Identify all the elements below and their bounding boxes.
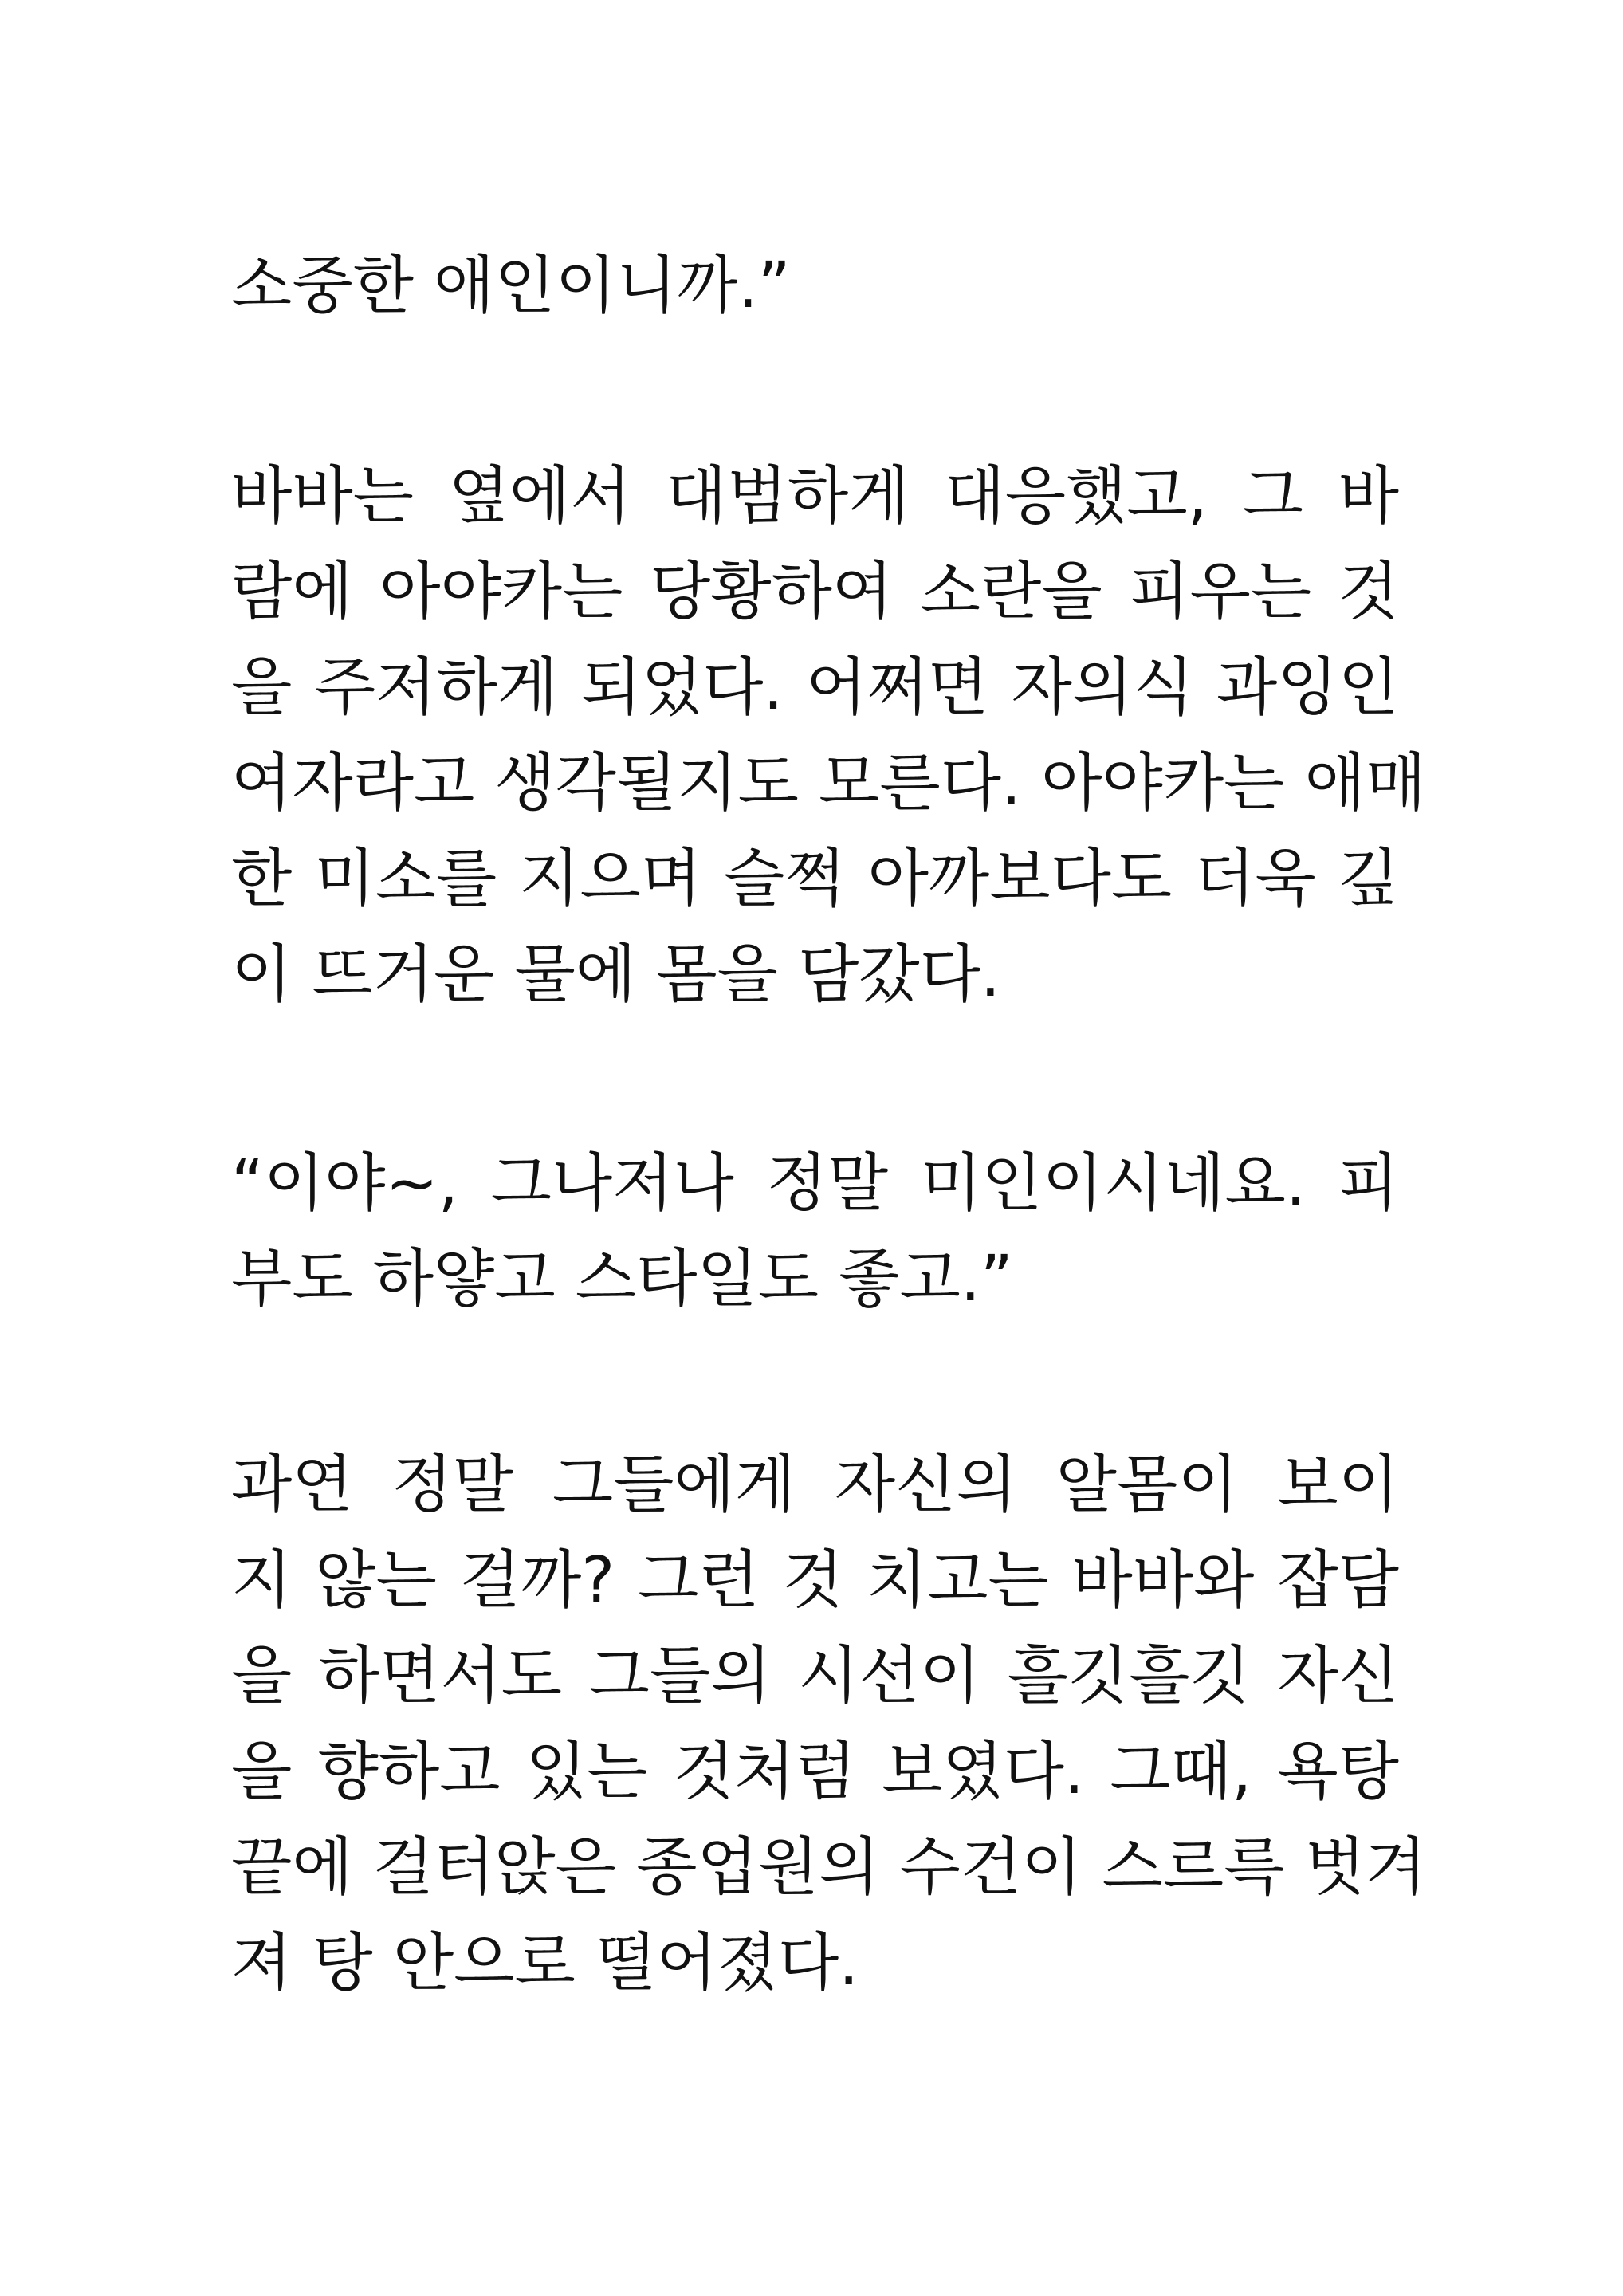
- paragraph-line: 을 향하고 있는 것처럼 보였다. 그때, 욕탕: [231, 1735, 1399, 1808]
- paragraph-line: 을 하면서도 그들의 시선이 흘깃흘깃 자신: [231, 1639, 1399, 1712]
- paragraph-line: 바바는 옆에서 대범하게 대응했고, 그 바: [231, 459, 1399, 533]
- paragraph-4: [231, 1437, 1427, 2011]
- paragraph-line: 부도 하얗고 스타일도 좋고.”: [231, 1242, 1013, 1315]
- paragraph-2: [231, 448, 1427, 1022]
- paragraph-line: 소중한 애인이니까.”: [231, 249, 791, 322]
- paragraph-line: 을 주저하게 되었다. 어쩌면 자의식 과잉인: [231, 651, 1399, 724]
- paragraph-line: 여자라고 생각될지도 모른다. 아야카는 애매: [231, 746, 1427, 820]
- paragraph-line: 과연 정말 그들에게 자신의 알몸이 보이: [231, 1448, 1399, 1521]
- paragraph-3: [231, 1135, 1399, 1327]
- paragraph-1: [231, 238, 1399, 333]
- paragraph-line: 끝에 걸터앉은 종업원의 수건이 스르륵 벗겨: [231, 1830, 1427, 1904]
- paragraph-line: 람에 아야카는 당황하여 소란을 피우는 것: [231, 555, 1399, 628]
- paragraph-line: 이 뜨거운 물에 몸을 담갔다.: [231, 938, 1001, 1011]
- paragraph-line: 지 않는 걸까? 그런 것 치고는 바바와 잡담: [231, 1543, 1399, 1617]
- paragraph-line: “이야~, 그나저나 정말 미인이시네요. 피: [231, 1146, 1399, 1220]
- paragraph-line: 한 미소를 지으며 슬쩍 아까보다도 더욱 깊: [231, 842, 1399, 915]
- paragraph-line: 져 탕 안으로 떨어졌다.: [231, 1926, 859, 1999]
